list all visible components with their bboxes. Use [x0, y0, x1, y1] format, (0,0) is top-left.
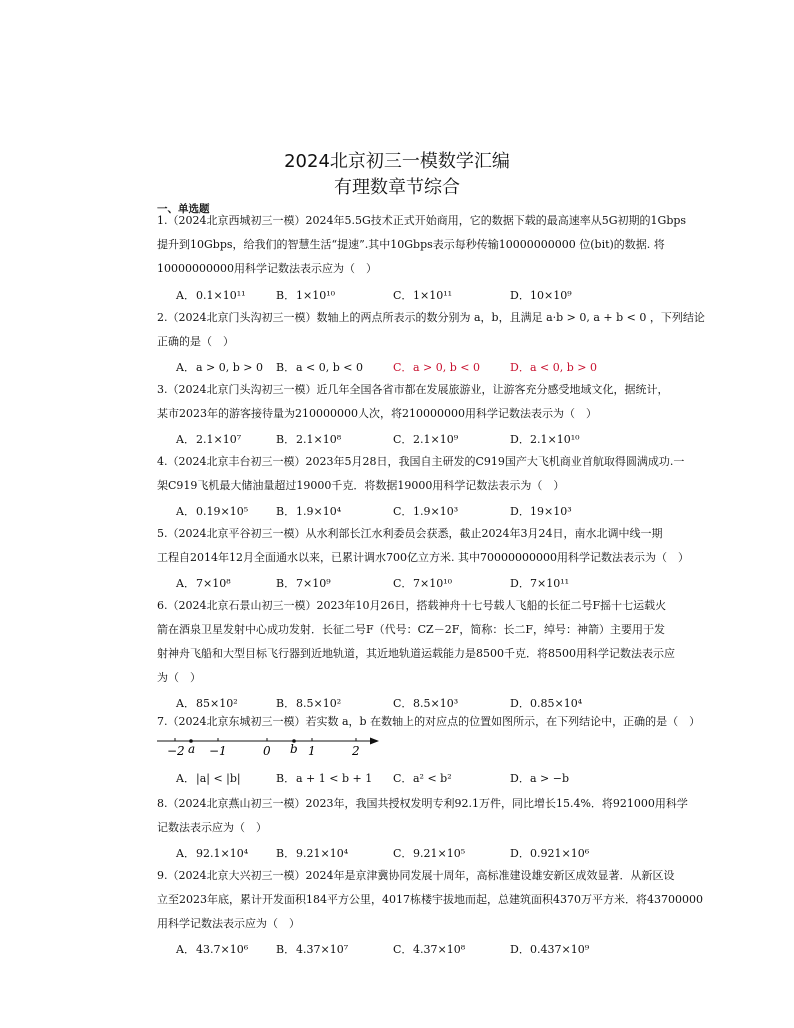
question-6-line-4: 为（ ）	[157, 671, 201, 684]
question-6-options	[176, 695, 716, 711]
question-2-line-2: 正确的是（ ）	[157, 335, 234, 348]
question-3-line-1: 3.（2024北京门头沟初三一模）近几年全国各省市都在发展旅游业，让游客充分感受地域文化，据统计，	[157, 383, 669, 396]
tick-label-b: b	[290, 742, 298, 756]
option-c[interactable]: C．8.5×10³	[393, 697, 459, 710]
option-c[interactable]: C．2.1×10⁹	[393, 433, 459, 446]
option-b[interactable]: B．8.5×10²	[276, 697, 342, 710]
option-b[interactable]: B．1×10¹⁰	[276, 289, 336, 302]
question-4-line-2: 架C919飞机最大储油量超过19000千克．将数据19000用科学记数法表示为（ ）	[157, 479, 565, 492]
question-9-line-3: 用科学记数法表示应为（ ）	[157, 917, 300, 930]
option-d[interactable]: D．0.437×10⁹	[510, 943, 590, 956]
option-d[interactable]: D．10×10⁹	[510, 289, 572, 302]
option-c[interactable]: C．4.37×10⁸	[393, 943, 466, 956]
question-7-options	[176, 770, 716, 786]
tick-label-a: a	[188, 742, 196, 756]
question-2-options	[176, 359, 716, 375]
option-c[interactable]: C．a > 0, b < 0	[393, 361, 481, 374]
question-1-line-3: 10000000000用科学记数法表示应为（ ）	[157, 262, 377, 275]
option-a[interactable]: A．92.1×10⁴	[176, 847, 249, 860]
question-6-line-3: 射神舟飞船和大型目标飞行器到近地轨道，其近地轨道运载能力是8500千克．将8500用科学记数法表示应	[157, 647, 675, 660]
option-d[interactable]: D．a > −b	[510, 772, 570, 785]
option-b[interactable]: B．a + 1 < b + 1	[276, 772, 373, 785]
question-9-options	[176, 941, 716, 957]
option-d[interactable]: D．0.921×10⁶	[510, 847, 590, 860]
question-5-line-1: 5.（2024北京平谷初三一模）从水利部长江水利委员会获悉，截止2024年3月24日，南水北调中线一期	[157, 527, 663, 540]
question-8-line-2: 记数法表示应为（ ）	[157, 821, 267, 834]
option-b[interactable]: B．4.37×10⁷	[276, 943, 349, 956]
number-line-arrow-icon	[370, 738, 379, 745]
option-d[interactable]: D．a < 0, b > 0	[510, 361, 598, 374]
option-c[interactable]: C．a² < b²	[393, 772, 452, 785]
tick-label-0: 0	[263, 744, 271, 756]
section-heading: 一、单选题	[157, 203, 210, 215]
tick-label-1: 1	[308, 744, 316, 756]
option-b[interactable]: B．7×10⁹	[276, 577, 331, 590]
option-a[interactable]: A．|a| < |b|	[176, 772, 241, 785]
question-4-options	[176, 503, 716, 519]
option-a[interactable]: A．0.1×10¹¹	[176, 289, 246, 302]
option-b[interactable]: B．a < 0, b < 0	[276, 361, 364, 374]
option-a[interactable]: A．85×10²	[176, 697, 238, 710]
option-a[interactable]: A．0.19×10⁵	[176, 505, 249, 518]
option-c[interactable]: C．1.9×10³	[393, 505, 459, 518]
option-d[interactable]: D．19×10³	[510, 505, 572, 518]
question-5-line-2: 工程自2014年12月全面通水以来，已累计调水700亿立方米. 其中70000000000用科学记数法表示为（ ）	[157, 551, 689, 564]
option-d[interactable]: D．7×10¹¹	[510, 577, 570, 590]
tick-label-neg2: −2	[167, 744, 185, 756]
question-5-options	[176, 575, 716, 591]
option-c[interactable]: C．1×10¹¹	[393, 289, 453, 302]
question-2-line-1: 2.（2024北京门头沟初三一模）数轴上的两点所表示的数分别为 a，b，且满足 a·b > 0, a + b < 0 ，下列结论	[157, 311, 705, 324]
option-d[interactable]: D．0.85×10⁴	[510, 697, 583, 710]
number-line	[157, 728, 397, 756]
question-6-line-2: 箭在酒泉卫星发射中心成功发射．长征二号F（代号：CZ－2F，简称：长二F，绰号：神箭）主要用于发	[157, 623, 665, 636]
document-subtitle: 有理数章节综合	[334, 177, 460, 198]
question-8-line-1: 8.（2024北京燕山初三一模）2023年，我国共授权发明专利92.1万件，同比增长15.4%．将921000用科学	[157, 797, 688, 810]
question-8-options	[176, 845, 716, 861]
option-a[interactable]: A．a > 0, b > 0	[176, 361, 264, 374]
option-a[interactable]: A．43.7×10⁶	[176, 943, 249, 956]
question-3-options	[176, 431, 716, 447]
question-9-line-1: 9.（2024北京大兴初三一模）2024年是京津冀协同发展十周年，高标准建设雄安新区成效显著．从新区设	[157, 869, 675, 882]
question-3-line-2: 某市2023年的游客接待量为210000000人次，将210000000用科学记数法表示为（ ）	[157, 407, 597, 420]
option-a[interactable]: A．2.1×10⁷	[176, 433, 242, 446]
tick-label-neg1: −1	[209, 744, 227, 756]
option-b[interactable]: B．1.9×10⁴	[276, 505, 342, 518]
question-7-line-1: 7.（2024北京东城初三一模）若实数 a，b 在数轴上的对应点的位置如图所示，在下列结论中，正确的是（ ）	[157, 715, 701, 728]
option-b[interactable]: B．9.21×10⁴	[276, 847, 349, 860]
question-1-line-2: 提升到10Gbps，给我们的智慧生活“提速”.其中10Gbps表示每秒传输10000000000 位(bit)的数据. 将	[157, 238, 665, 251]
option-c[interactable]: C．9.21×10⁵	[393, 847, 466, 860]
option-d[interactable]: D．2.1×10¹⁰	[510, 433, 580, 446]
tick-label-2: 2	[352, 744, 360, 756]
question-1-options	[176, 287, 716, 303]
document-title: 2024北京初三一模数学汇编	[284, 151, 510, 172]
question-4-line-1: 4.（2024北京丰台初三一模）2023年5月28日，我国自主研发的C919国产大飞机商业首航取得圆满成功.一	[157, 455, 685, 468]
question-6-line-1: 6.（2024北京石景山初三一模）2023年10月26日，搭载神舟十七号载人飞船的长征二号F摇十七运载火	[157, 599, 667, 612]
question-9-line-2: 立至2023年底，累计开发面积184平方公里，4017栋楼宇拔地而起，总建筑面积4370万平方米．将43700000	[157, 893, 703, 906]
option-c[interactable]: C．7×10¹⁰	[393, 577, 453, 590]
question-1-line-1: 1.（2024北京西城初三一模）2024年5.5G技术正式开始商用，它的数据下载的最高速率从5G初期的1Gbps	[157, 214, 687, 227]
option-a[interactable]: A．7×10⁸	[176, 577, 231, 590]
option-b[interactable]: B．2.1×10⁸	[276, 433, 342, 446]
